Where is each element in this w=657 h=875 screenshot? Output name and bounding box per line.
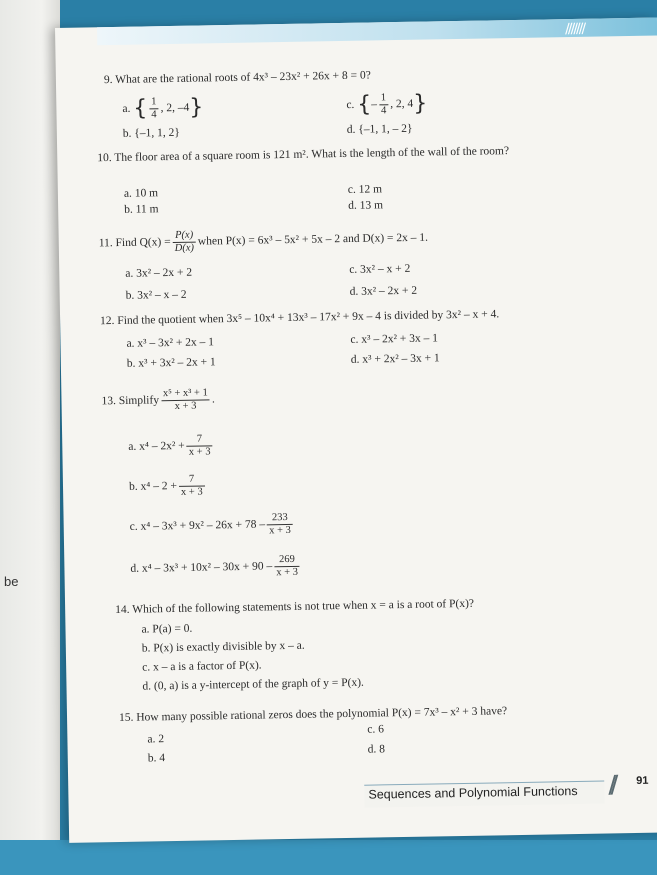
q10-option-b: b. 11 m — [124, 203, 159, 216]
q13-option-b: b. x⁴ – 2 + $\frac{7}{x + 3}$ — [129, 473, 207, 499]
fraction: $\frac{P(x)}{D(x)}$ — [172, 230, 196, 255]
fraction: $\frac{7}{x + 3}$ — [187, 433, 213, 458]
q15-option-a: a. 2 — [147, 733, 165, 746]
background-table — [0, 840, 657, 875]
left-brace: { — [133, 95, 148, 122]
fraction: $\frac{1}{4}$ — [380, 92, 387, 117]
q12-option-d: d. x³ + 2x² – 3x + 1 — [350, 352, 440, 366]
q9-option-c: c. {– $\frac{1}{4}$ , 2, 4} — [346, 91, 428, 118]
q10-option-d: d. 13 m — [348, 199, 384, 212]
question-13: 13. Simplify $\frac{\text{x⁵ + x³ + 1}}{x + 3}$ . — [101, 387, 215, 412]
question-number: 14. — [115, 603, 130, 617]
question-text: The floor area of a square room is 121 m². What is the length of the wall of the room? — [114, 145, 510, 164]
fraction: $\frac{1}{4}$ — [151, 96, 157, 121]
question-11: 11. Find Q(x) = $\frac{P(x)}{D(x)}$ when P(x) = 6x³ – 5x² + 5x – 2 and D(x) = 2x – 1. — [98, 229, 429, 254]
question-number: 10. — [97, 152, 112, 165]
q14-option-a: a. P(a) = 0. — [141, 622, 193, 636]
fraction: $\frac{269}{x + 3}$ — [274, 554, 300, 579]
fraction: $\frac{7}{x + 3}$ — [179, 473, 205, 498]
q10-option-c: c. 12 m — [347, 183, 383, 196]
q11-option-a: a. 3x² – 2x + 2 — [125, 266, 193, 280]
q11-option-d: d. 3x² – 2x + 2 — [349, 284, 418, 298]
right-brace: } — [189, 94, 204, 121]
q14-option-b: b. P(x) is exactly divisible by x – a. — [141, 639, 305, 655]
question-text: What are the rational roots of 4x³ – 23x² + 26x + 8 = 0? — [115, 69, 371, 86]
question-15 — [119, 704, 507, 725]
footer-slash-decoration: // — [608, 770, 613, 799]
q15-option-b: b. 4 — [147, 752, 166, 765]
q15-option-c: c. 6 — [367, 723, 385, 736]
page-number: 91 — [636, 774, 649, 787]
question-text: How many possible rational zeros does the polynomial P(x) = 7x³ – x² + 3 have? — [136, 705, 508, 724]
question-number: 15. — [118, 711, 134, 724]
footer-title: Sequences and Polynomial Functions — [368, 783, 578, 802]
fraction: $\frac{\text{x⁵ + x³ + 1}}{x + 3}$ — [161, 387, 210, 413]
q14-option-d: d. (0, a) is a y-intercept of the graph of y = P(x). — [142, 676, 364, 693]
q9-option-a: a. { $\frac{1}{4}$ , 2, –4} — [122, 94, 204, 122]
fraction: $\frac{233}{x + 3}$ — [267, 512, 293, 537]
q9-option-b: b. {–1, 1, 2} — [122, 126, 181, 140]
q11-option-c: c. 3x² – x + 2 — [349, 262, 411, 276]
q13-option-c: c. x⁴ – 3x³ + 9x² – 26x + 78 – $\frac{233}{x + 3}$ — [130, 512, 295, 540]
q12-option-a: a. x³ – 3x² + 2x – 1 — [126, 336, 215, 350]
q14-option-c: c. x – a is a factor of P(x). — [142, 659, 262, 674]
question-9 — [104, 68, 371, 87]
question-12 — [100, 307, 499, 328]
question-10 — [97, 143, 587, 166]
worksheet-page — [55, 17, 657, 842]
q11-option-b: b. 3x² – x – 2 — [125, 288, 187, 302]
q12-option-b: b. x³ + 3x² – 2x + 1 — [126, 356, 216, 370]
q13-option-a: a. x⁴ – 2x² + $\frac{7}{x + 3}$ — [128, 433, 215, 459]
right-brace: } — [413, 91, 428, 117]
question-number: 9. — [103, 74, 113, 87]
question-number: 13. — [101, 395, 117, 408]
q9-option-d: d. {–1, 1, – 2} — [346, 122, 413, 136]
background-left-page — [0, 0, 60, 875]
left-brace: { — [357, 91, 372, 118]
question-number: 12. — [100, 315, 115, 328]
question-14 — [115, 597, 474, 617]
question-number: 11. — [98, 237, 113, 250]
q10-option-a: a. 10 m — [123, 187, 159, 200]
q15-option-d: d. 8 — [367, 743, 385, 756]
q12-option-c: c. x³ – 2x² + 3x – 1 — [350, 332, 439, 346]
q13-option-d: d. x⁴ – 3x³ + 10x² – 30x + 90 – $\frac{269}{x + 3}$ — [130, 554, 302, 582]
question-text: Which of the following statements is not true when x = a is a root of P(x)? — [132, 597, 475, 616]
left-page-fragment: be — [4, 574, 19, 589]
question-text: Find the quotient when 3x⁵ – 10x⁴ + 13x³ – 17x² + 9x – 4 is divided by 3x² – x + 4. — [117, 308, 500, 327]
header-stripes: /////// — [564, 20, 585, 38]
